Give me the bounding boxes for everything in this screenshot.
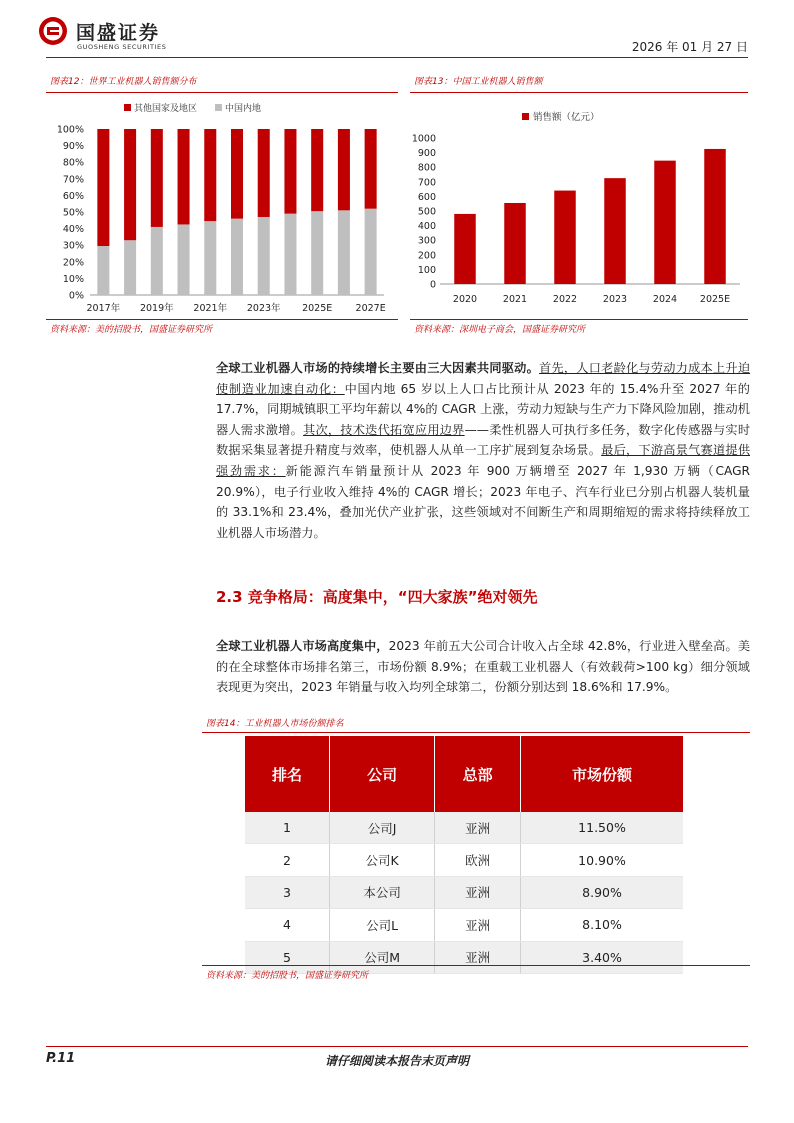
cell-rank: 2 [245, 844, 329, 876]
figure13-source: 资料来源：深圳电子商会，国盛证券研究所 [414, 325, 586, 335]
legend-label: 销售额（亿元） [533, 112, 600, 123]
y-tick-label: 500 [417, 206, 436, 218]
table-header-row [245, 736, 683, 812]
bar-segment [258, 129, 270, 217]
page-number: P.11 [46, 1051, 76, 1066]
cell-share: 8.90% [521, 876, 683, 908]
x-tick-label: 2024 [652, 294, 678, 305]
cell-rank: 4 [245, 909, 329, 941]
footer-rule [46, 1046, 748, 1047]
bar [704, 149, 726, 284]
figure12-source-rule [46, 319, 398, 320]
bar-segment [338, 210, 350, 295]
cell-rank: 1 [245, 812, 329, 844]
legend-swatch [215, 104, 222, 111]
x-tick-label: 2021 [502, 294, 528, 305]
y-tick-label: 40% [62, 224, 84, 236]
header-hq: 总部 [435, 736, 521, 812]
bar-segment [311, 211, 323, 295]
report-date: 2026 年 01 月 27 日 [631, 40, 748, 54]
driver-3-text: 新能源汽车销量预计从 2023 年 900 万辆增至 2027 年 1,930 万辆（CAGR 20.9%），电子行业收入维持 4%的 CAGR 增长；2023 年电子、汽车行业已分别占机器人装机量的 33.1%和 23.4%，叠加光伏产业扩张，这些领域对不间断生产和周期缩短的需求将持续释放工业机器人市场潜力。 [216, 463, 750, 540]
bar-segment [365, 209, 377, 295]
concentration-lead: 全球工业机器人市场高度集中， [216, 639, 389, 653]
guosheng-logo-icon [38, 16, 68, 46]
bar-segment [231, 129, 243, 219]
y-tick-label: 100 [417, 264, 436, 276]
figure14-title-rule [202, 732, 750, 733]
legend-label: 中国内地 [225, 104, 262, 114]
y-tick-label: 400 [417, 221, 436, 233]
bar [454, 214, 476, 284]
bar [604, 178, 626, 284]
y-tick-label: 90% [62, 141, 84, 153]
y-tick-label: 0% [68, 290, 84, 302]
x-tick-label: 2025E [699, 294, 731, 305]
y-tick-label: 800 [417, 162, 436, 174]
x-tick-label: 2023 [602, 294, 628, 305]
y-tick-label: 60% [62, 190, 84, 202]
x-tick-label: 2020 [452, 294, 478, 305]
figure12-title: 图表12：世界工业机器人销售额分布 [50, 77, 197, 87]
driver-1-text: 中国内地 65 岁以上人口占比预计从 2023 年的 15.4%升至 2027 年的 17.7%，同期城镇职工平均年薪以 4%的 CAGR 上涨，劳动力短缺与生产力下降风险加剧，推动机器人需求激增。 [216, 381, 750, 437]
y-tick-label: 50% [62, 207, 84, 219]
figure12-title-rule [46, 92, 398, 93]
bar-segment [284, 214, 296, 295]
cell-hq: 亚洲 [435, 876, 521, 908]
legend-label: 其他国家及地区 [134, 104, 198, 114]
bar-segment [204, 129, 216, 221]
y-tick-label: 20% [62, 257, 84, 269]
figure12-source: 资料来源：美的招股书，国盛证券研究所 [50, 325, 213, 335]
cell-company: 公司L [329, 909, 434, 941]
figure13-title: 图表13：中国工业机器人销售额 [414, 77, 543, 87]
bar-segment [311, 129, 323, 211]
x-tick-label: 2023年 [246, 303, 281, 314]
concentration-paragraph [216, 636, 750, 698]
driver-2-text: ——柔性机器人可执行多任务，数字化传感器与实时数据采集显著提升精度与效率，使机器人从单一工序扩展到复杂场景。 [216, 422, 751, 458]
cell-share: 3.40% [521, 941, 683, 973]
y-tick-label: 300 [417, 235, 436, 247]
cell-company: 公司K [329, 844, 434, 876]
bar-segment [97, 246, 109, 295]
y-tick-label: 100% [56, 124, 84, 136]
cell-rank: 3 [245, 876, 329, 908]
cell-share: 10.90% [521, 844, 683, 876]
figure14-source-rule [202, 965, 750, 966]
header-rank: 排名 [245, 736, 329, 812]
bar [654, 161, 676, 284]
cell-company: 公司M [329, 941, 434, 973]
y-tick-label: 70% [62, 174, 84, 186]
cell-hq: 亚洲 [435, 812, 521, 844]
x-tick-label: 2027E [355, 303, 386, 314]
table-row [245, 909, 683, 941]
bar-segment [231, 219, 243, 295]
header-rule [46, 57, 748, 58]
table-row [245, 812, 683, 844]
bar-segment [178, 224, 190, 295]
bar-segment [284, 129, 296, 214]
cell-hq: 亚洲 [435, 909, 521, 941]
y-tick-label: 0 [429, 279, 436, 291]
x-tick-label: 2019年 [139, 303, 174, 314]
cell-share: 8.10% [521, 909, 683, 941]
cell-hq: 欧洲 [435, 844, 521, 876]
y-tick-label: 1000 [411, 133, 436, 145]
cell-company: 本公司 [329, 876, 434, 908]
x-tick-label: 2022 [552, 294, 578, 305]
header-company: 公司 [329, 736, 434, 812]
driver-2-heading: 其次，技术迭代拓宽应用边界 [303, 422, 465, 437]
bar-segment [365, 129, 377, 209]
cell-share: 11.50% [521, 812, 683, 844]
section-title: 2.3 竞争格局：高度集中，“四大家族”绝对领先 [216, 588, 538, 606]
table-row [245, 876, 683, 908]
figure13-title-rule [410, 92, 748, 93]
y-tick-label: 80% [62, 157, 84, 169]
y-tick-label: 900 [417, 148, 436, 160]
legend-swatch [522, 113, 529, 120]
bar [504, 203, 526, 284]
y-tick-label: 700 [417, 177, 436, 189]
figure13-source-rule [410, 319, 748, 320]
bar-segment [124, 129, 136, 240]
table-row [245, 844, 683, 876]
concentration-text: 2023 年前五大公司合计收入占全球 42.8%，行业进入壁垒高。美的在全球整体市场排名第三，市场份额 8.9%；在重载工业机器人（有效载荷>100 kg）细分领域表现更为突出，2023 年销量与收入均列全球第二，份额分别达到 18.6%和 17.9%。 [216, 639, 751, 695]
bar-segment [338, 129, 350, 210]
drivers-lead: 全球工业机器人市场的持续增长主要由三大因素共同驱动。 [216, 361, 540, 375]
bar [554, 191, 576, 284]
driver-3-heading: 最后，下游高景气赛道提供强劲需求： [216, 443, 751, 478]
disclaimer-note: 请仔细阅读本报告末页声明 [324, 1054, 469, 1068]
bar-segment [258, 217, 270, 295]
bar-segment [151, 129, 163, 227]
x-tick-label: 2017年 [86, 303, 121, 314]
bar-segment [178, 129, 190, 224]
driver-1-heading: 首先，人口老龄化与劳动力成本上升迫使制造业加速自动化： [216, 361, 751, 396]
figure12-chart [46, 96, 398, 318]
market-share-table [245, 736, 683, 974]
header-share: 市场份额 [521, 736, 683, 812]
x-tick-label: 2021年 [193, 303, 228, 314]
y-tick-label: 10% [62, 273, 84, 285]
logo-text: 国盛证券 [76, 22, 161, 44]
y-tick-label: 600 [417, 191, 436, 203]
figure14-title: 图表14：工业机器人市场份额排名 [206, 719, 344, 729]
cell-hq: 亚洲 [435, 941, 521, 973]
figure14-source: 资料来源：美的招股书，国盛证券研究所 [206, 971, 369, 981]
legend-swatch [124, 104, 131, 111]
bar-segment [124, 240, 136, 295]
bar-segment [97, 129, 109, 246]
bar-segment [151, 227, 163, 295]
y-tick-label: 200 [417, 250, 436, 262]
drivers-paragraph [216, 358, 750, 543]
figure13-chart [410, 96, 748, 318]
x-tick-label: 2025E [302, 303, 333, 314]
bar-segment [204, 221, 216, 295]
y-tick-label: 30% [62, 240, 84, 252]
cell-rank: 5 [245, 941, 329, 973]
logo-english-text: GUOSHENG SECURITIES [77, 43, 167, 51]
cell-company: 公司J [329, 812, 434, 844]
